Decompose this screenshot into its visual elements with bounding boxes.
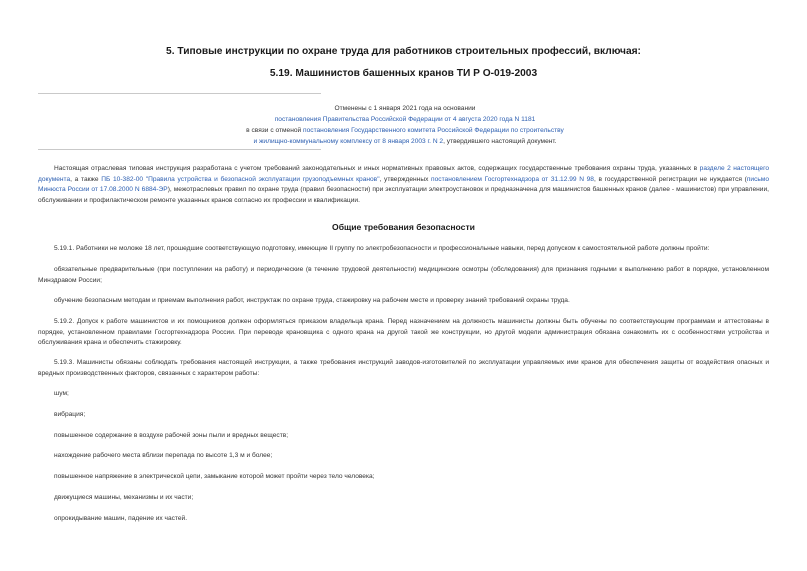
paragraph-5-19-1: 5.19.1. Работники не моложе 18 лет, прошедшие соответствующую подготовку, имеющие II группу по электробезопасности и профессиональные навыки, перед допуском к самостоятельной работе должны пройти: xyxy=(54,245,710,252)
gosstroy-resolution-link-cont[interactable]: и жилищно-коммунальному комплексу от 8 января 2003 г. N 2 xyxy=(253,138,444,145)
paragraph-5-19-3: 5.19.3. Машинисты обязаны соблюдать требования настоящей инструкции, а также требования инструкций заводов-изготовителей по эксплуатации управляемых ими кранов для обеспечения защиты от воздействия опасных и вредных производственных факторов, связанных с характером работы: xyxy=(38,359,769,377)
revocation-note xyxy=(150,103,660,147)
gosstroy-resolution-link[interactable]: постановления Государственного комитета Российской Федерации по строительству xyxy=(303,127,564,134)
list-item: повышенное содержание в воздухе рабочей зоны пыли и вредных веществ; xyxy=(54,432,289,439)
pb-10-382-00-link[interactable]: ПБ 10-382-00 "Правила устройства и безопасной эксплуатации грузоподъемных кранов" xyxy=(101,175,380,183)
intro-text: , а также xyxy=(70,175,102,183)
note-text: в связи с отменой xyxy=(246,127,304,134)
gosgortekhnadzor-resolution-link[interactable]: постановлением Госгортехнадзора от 31.12.99 N 98 xyxy=(431,175,594,183)
divider xyxy=(38,149,321,150)
list-item: опрокидывание машин, падение их частей. xyxy=(54,515,188,522)
intro-text: ), межотраслевых правил по охране труда (правил безопасности) при эксплуатации электроустановок и предназначена для машинистов башенных кранов (далее - машинистов) при управлении, обслуживании и профилактическом ремонте указанных кранов согласно их профессии и квалификации. xyxy=(38,186,770,204)
paragraph-training: обучение безопасным методам и приемам выполнения работ, инструктаж по охране труда, стажировку на рабочем месте и проверку знаний требований охраны труда. xyxy=(54,297,570,304)
resolution-link[interactable]: постановления Правительства Российской Федерации от 4 августа 2020 года N 1181 xyxy=(274,116,536,123)
intro-text: Настоящая отраслевая типовая инструкция разработана с учетом требований законодательных и иных нормативных правовых актов, содержащих государственные требования охраны труда, указанных в xyxy=(54,165,700,172)
section-2-link[interactable]: разделе 2 настоящего документа xyxy=(38,165,769,183)
note-text: , утвердившего настоящий документ. xyxy=(443,138,557,145)
minjust-letter-link[interactable]: письмо Минюста России от 17.08.2000 N 6884-ЭР xyxy=(38,175,769,194)
document-title: 5. Типовые инструкции по охране труда для работников строительных профессий, включая: xyxy=(166,46,641,57)
divider xyxy=(38,93,321,94)
paragraph-5-19-2: 5.19.2. Допуск к работе машинистов и их помощников должен оформляться приказом владельца крана. Перед назначением на должность машинисты должны быть обучены по соответствующим программам и аттестованы в порядке, установленном правилами Госгортехнадзора России. При переводе крановщика с одного крана на другой такой же конструкции, но другой модели администрация обязана ознакомить их с особенностями устройства и обслуживания крана и обеспечить стажировку. xyxy=(38,318,769,347)
list-item: вибрация; xyxy=(54,411,86,418)
list-item: повышенное напряжение в электрической цепи, замыкание которой может пройти через тело человека; xyxy=(54,473,375,480)
intro-text: , в государственной регистрации не нуждается ( xyxy=(593,175,747,183)
document-subtitle: 5.19. Машинистов башенных кранов ТИ Р О-019-2003 xyxy=(269,68,538,79)
section-heading: Общие требования безопасности xyxy=(332,222,475,232)
paragraph-medical: обязательные предварительные (при поступлении на работу) и периодические (в течение трудовой деятельности) медицинские осмотры (обследования) для признания годными к выполнению работ в порядке, установленном Минздравом России; xyxy=(38,266,769,284)
list-item: движущиеся машины, механизмы и их части; xyxy=(54,494,194,501)
intro-text: , утвержденных xyxy=(379,175,432,183)
list-item: шум; xyxy=(54,390,69,397)
note-line: Отменены с 1 января 2021 года на основании xyxy=(334,105,476,112)
intro-paragraph xyxy=(38,164,769,206)
list-item: нахождение рабочего места вблизи перепада по высоте 1,3 м и более; xyxy=(54,452,273,459)
